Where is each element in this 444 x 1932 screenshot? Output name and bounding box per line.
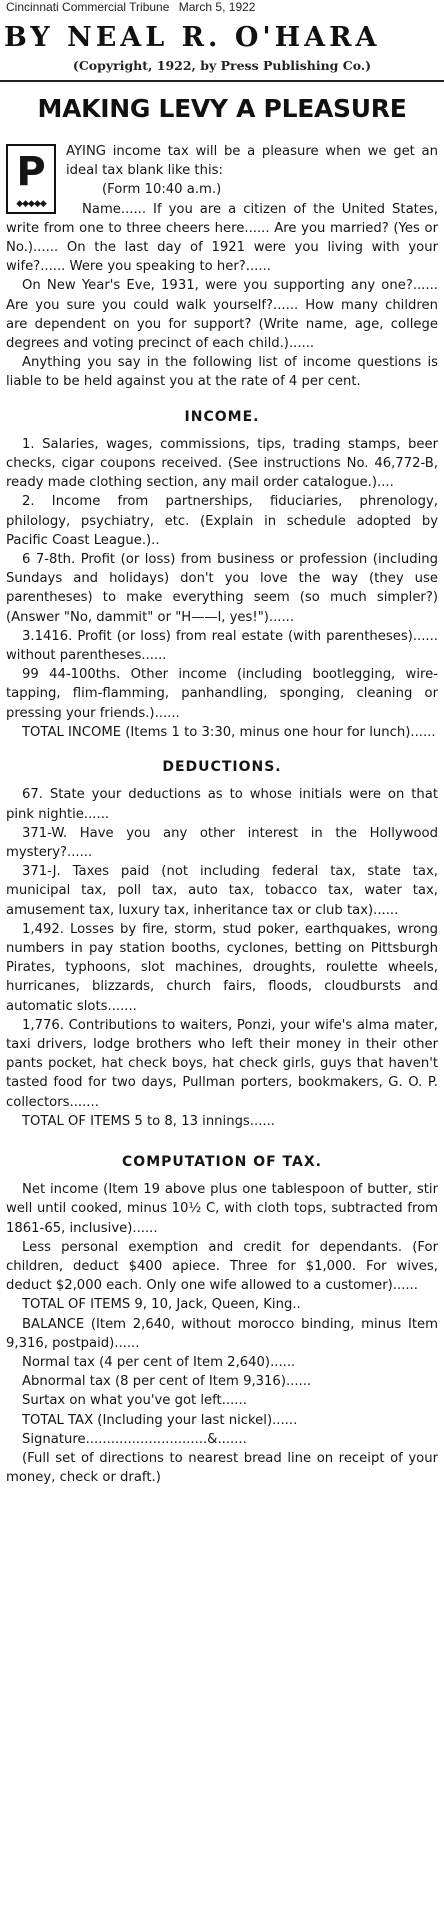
- computation-item: BALANCE (Item 2,640, without morocco binding, minus Item 9,316, postpaid)......: [6, 1316, 438, 1351]
- computation-item: TOTAL OF ITEMS 9, 10, Jack, Queen, King..: [22, 1297, 301, 1313]
- intro-paragraph: On New Year's Eve, 1931, were you supporting any one?...... Are you sure you could walk yourself?...... How many children are dependent on you for support? (Write name, age, college degrees and voting precinct of each child.)......: [6, 278, 438, 352]
- signature-line: Signature.............................&.......: [22, 1431, 247, 1447]
- deduction-item: 1,776. Contributions to waiters, Ponzi, your wife's alma mater, taxi drivers, lodge brothers who left their money in their other pants pocket, hat check boys, hat check girls, guys that haven't tasted food for two days, Pullman porters, bookmakers, G. O. P. collectors.......: [6, 1017, 438, 1110]
- section-heading-deductions: DEDUCTIONS.: [162, 759, 282, 776]
- byline: BY NEAL R. O'HARA: [4, 22, 381, 53]
- income-item: 3.1416. Profit (or loss) from real estate (with parentheses)...... without parentheses......: [6, 628, 438, 664]
- deduction-item: 1,492. Losses by fire, storm, stud poker, earthquakes, wrong numbers in pay station booths, cyclones, betting on Pittsburgh Pirates, typhoons, slot machines, droughts, roulette wheels, hurricanes, blizzards, church fairs, floods, cloudbursts and automatic slots.......: [6, 921, 438, 1014]
- article-body: [6, 142, 438, 1487]
- income-total: TOTAL INCOME (Items 1 to 3:30, minus one hour for lunch)......: [22, 724, 436, 740]
- deduction-item: 67. State your deductions as to whose initials were on that pink nightie......: [6, 787, 438, 822]
- computation-item: Normal tax (4 per cent of Item 2,640)......: [22, 1354, 296, 1370]
- copyright-line: (Copyright, 1922, by Press Publishing Co.): [72, 58, 372, 73]
- source-date: March 5, 1922: [178, 0, 256, 14]
- top-rule: [0, 80, 444, 82]
- deduction-total: TOTAL OF ITEMS 5 to 8, 13 innings......: [22, 1113, 275, 1129]
- computation-item: Surtax on what you've got left......: [22, 1393, 247, 1409]
- income-item: 2. Income from partnerships, fiduciaries, phrenology, philology, psychiatry, etc. (Explain in schedule adopted by Pacific Coast League.)..: [6, 494, 438, 548]
- income-item: 1. Salaries, wages, commissions, tips, trading stamps, beer checks, cigar coupons received. (See instructions No. 46,772-B, ready made clothing section, any mail order catalogue.)....: [6, 436, 438, 491]
- deduction-item: 371-J. Taxes paid (not including federal tax, state tax, municipal tax, poll tax, auto tax, tobacco tax, water tax, amusement tax, luxury tax, inheritance tax or club tax)......: [6, 864, 438, 918]
- section-heading-computation: COMPUTATION OF TAX.: [122, 1153, 322, 1170]
- intro-paragraph: Anything you say in the following list of income questions is liable to be held against you at the rate of 4 per cent.: [6, 355, 438, 390]
- source-title: Cincinnati Commercial Tribune: [6, 0, 170, 14]
- drop-cap: [6, 144, 56, 214]
- computation-item: TOTAL TAX (Including your last nickel)......: [22, 1412, 298, 1428]
- section-heading-income: INCOME.: [184, 408, 260, 425]
- drop-cap-letter: P: [16, 149, 46, 195]
- computation-item: Net income (Item 19 above plus one tablespoon of butter, stir well until cooked, minus 10½ C, with cloth tops, subtracted from 1861-65, inclusive)......: [6, 1182, 438, 1236]
- computation-item: Abnormal tax (8 per cent of Item 9,316)......: [22, 1374, 312, 1390]
- diamond-ornament-icon: ◆◆◆◆◆: [16, 199, 46, 209]
- intro-paragraph: Name...... If you are a citizen of the United States, write from one to three cheers here...... Are you married? (Yes or No.)...... On the last day of 1921 were you living with your wife?...... Were you speaking to her?......: [6, 201, 438, 275]
- computation-item: Less personal exemption and credit for dependants. (For children, deduct $400 apiece. Three for $1,000. For wives, deduct $2,000 each. Only one wife allowed to a customer)......: [6, 1239, 438, 1294]
- form-reference: (Form 10:40 a.m.): [102, 182, 222, 198]
- intro-paragraph: AYING income tax will be a pleasure when we get an ideal tax blank like this:: [66, 144, 438, 179]
- income-item: 6 7-8th. Profit (or loss) from business or profession (including Sundays and holidays) don't you love the way (they use parentheses) to make everything seem (so much simpler?) (Answer "No, dammit" or "H——l, yes!")......: [6, 552, 438, 625]
- closing-note: (Full set of directions to nearest bread line on receipt of your money, check or draft.): [6, 1451, 438, 1486]
- source-line: [6, 0, 255, 14]
- deduction-item: 371-W. Have you any other interest in the Hollywood mystery?......: [6, 825, 438, 860]
- headline: MAKING LEVY A PLEASURE: [37, 94, 407, 123]
- income-item: 99 44-100ths. Other income (including bootlegging, wire-tapping, flim-flamming, panhandling, sponging, cleaning or pressing your friends.)......: [6, 667, 438, 721]
